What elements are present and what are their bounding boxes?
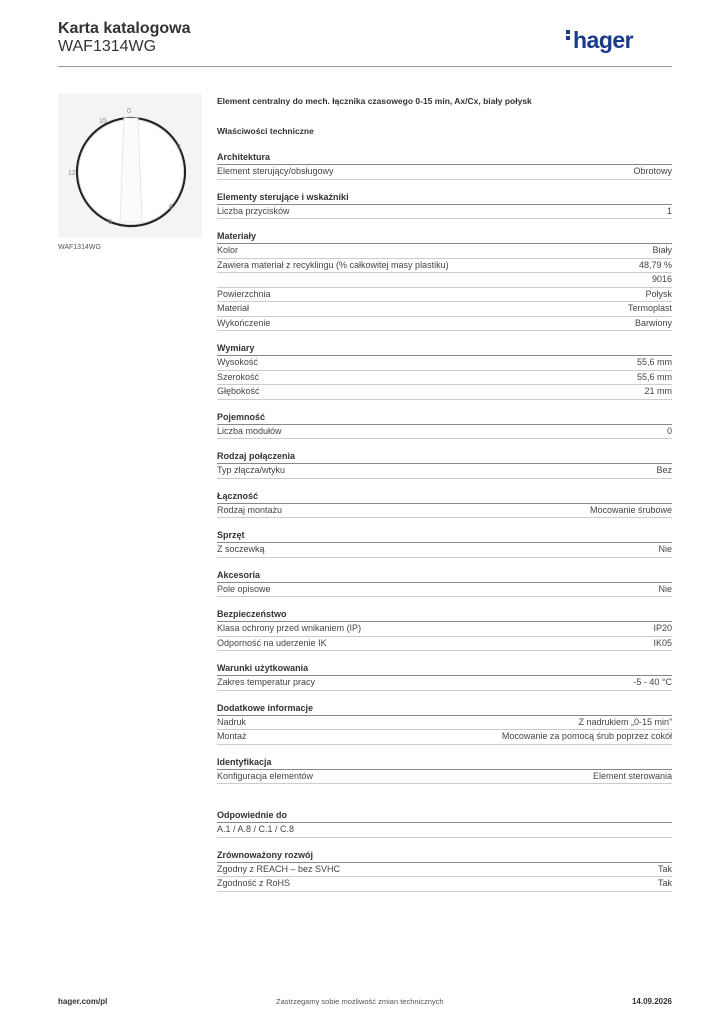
section-title: Architektura bbox=[217, 151, 672, 165]
spec-value: Mocowanie śrubowe bbox=[589, 504, 672, 515]
spec-label: Nadruk bbox=[217, 716, 247, 727]
section-odpowiednie-do bbox=[217, 809, 672, 838]
spec-value: Obrotowy bbox=[633, 166, 672, 176]
spec-label: Zgodny z REACH – bez SVHC bbox=[217, 863, 341, 874]
section-title: Warunki użytkowania bbox=[217, 662, 672, 676]
spec-row bbox=[217, 205, 672, 220]
spec-row bbox=[217, 317, 672, 332]
section-architektura bbox=[217, 151, 672, 180]
spec-label: Element sterujący/obsługowy bbox=[217, 166, 334, 176]
spec-label: Powierzchnia bbox=[217, 288, 271, 299]
spec-row bbox=[217, 543, 672, 558]
section-akcesoria bbox=[217, 569, 672, 598]
dial-label-9: 9 bbox=[108, 219, 112, 226]
spec-value: Bez bbox=[656, 465, 672, 475]
section-zrownowazony-rozwoj bbox=[217, 849, 672, 892]
section-title: Wymiary bbox=[217, 342, 672, 356]
spec-row bbox=[217, 770, 672, 785]
spec-label: Odporność na uderzenie IK bbox=[217, 637, 327, 648]
section-pojemnosc bbox=[217, 411, 672, 440]
spec-label: Liczba przycisków bbox=[217, 205, 290, 216]
dial-label-6: 6 bbox=[169, 204, 173, 211]
section-title: Bezpieczeństwo bbox=[217, 608, 672, 622]
section-title: Sprzęt bbox=[217, 529, 672, 543]
dial-label-15: 15 bbox=[99, 118, 107, 125]
spec-row bbox=[217, 823, 672, 838]
section-title: Zrównoważony rozwój bbox=[217, 849, 672, 863]
timer-dial-icon bbox=[58, 94, 202, 238]
spec-value: 55,6 mm bbox=[636, 371, 672, 382]
spec-label: Głębokość bbox=[217, 386, 260, 396]
spec-label: Z soczewką bbox=[217, 544, 265, 554]
hager-logo bbox=[566, 27, 633, 54]
section-dodatkowe-informacje bbox=[217, 702, 672, 745]
spec-value: -5 - 40 °C bbox=[633, 677, 672, 687]
spec-value: Nie bbox=[658, 544, 672, 554]
spec-row bbox=[217, 425, 672, 440]
section-title: Łączność bbox=[217, 490, 672, 504]
spec-row bbox=[217, 622, 672, 637]
spec-value: 48,79 % bbox=[638, 259, 672, 270]
logo-text: hager bbox=[573, 27, 634, 53]
section-warunki-uzytkowania bbox=[217, 662, 672, 691]
spec-row bbox=[217, 730, 672, 745]
header-divider bbox=[58, 66, 672, 67]
spec-label: Wysokość bbox=[217, 357, 258, 367]
section-rodzaj-polaczenia bbox=[217, 450, 672, 479]
logo-dots-icon bbox=[566, 30, 571, 42]
spec-row bbox=[217, 676, 672, 691]
section-title: Materiały bbox=[217, 230, 672, 244]
section-title: Akcesoria bbox=[217, 569, 672, 583]
spec-value: Element sterowania bbox=[592, 770, 672, 781]
image-caption: WAF1314WG bbox=[58, 244, 101, 251]
spec-row bbox=[217, 244, 672, 259]
spec-value: Połysk bbox=[645, 288, 672, 299]
spec-label: Materiał bbox=[217, 303, 250, 313]
spec-row bbox=[217, 165, 672, 180]
section-sprzet bbox=[217, 529, 672, 558]
spec-label: Wykończenie bbox=[217, 317, 271, 328]
spec-row bbox=[217, 385, 672, 400]
spec-label: Liczba modułów bbox=[217, 425, 282, 436]
section-bezpieczenstwo bbox=[217, 608, 672, 651]
dial-label-0: 0 bbox=[127, 108, 131, 115]
spec-value: 55,6 mm bbox=[636, 357, 672, 367]
spec-label: Klasa ochrony przed wnikaniem (IP) bbox=[217, 623, 362, 633]
spec-row bbox=[217, 371, 672, 386]
spec-label: Zakres temperatur pracy bbox=[217, 677, 316, 687]
section-title: Identyfikacja bbox=[217, 756, 672, 770]
footer-website-link[interactable]: hager.com/pl bbox=[58, 997, 108, 1006]
spec-row bbox=[217, 583, 672, 598]
spec-row bbox=[217, 302, 672, 317]
spec-row bbox=[217, 259, 672, 274]
spec-value: Mocowanie za pomocą śrub poprzez cokół bbox=[501, 731, 672, 741]
section-title: Pojemność bbox=[217, 411, 672, 425]
section-lacznosc bbox=[217, 490, 672, 519]
tech-heading: Właściwości techniczne bbox=[217, 126, 314, 136]
product-image bbox=[58, 94, 202, 238]
section-materialy bbox=[217, 230, 672, 331]
spec-value: Biały bbox=[652, 245, 672, 255]
spec-row bbox=[217, 877, 672, 892]
spec-value: Termoplast bbox=[627, 303, 672, 313]
spec-value: 9016 bbox=[651, 274, 672, 284]
dial-label-3: 3 bbox=[177, 144, 181, 151]
product-code: WAF1314WG bbox=[58, 38, 157, 55]
spec-row bbox=[217, 504, 672, 519]
spec-label: Rodzaj montażu bbox=[217, 504, 283, 515]
spec-label: Kolor bbox=[217, 245, 239, 255]
spec-value: 0 bbox=[666, 425, 672, 436]
dial-label-12: 12 bbox=[68, 170, 76, 177]
footer-notice: Zastrzegamy sobie możliwość zmian technicznych bbox=[276, 997, 444, 1006]
spec-value: IK05 bbox=[653, 637, 672, 648]
spec-row bbox=[217, 356, 672, 371]
section-title: Rodzaj połączenia bbox=[217, 450, 672, 464]
section-title: Odpowiednie do bbox=[217, 809, 672, 823]
spec-label: A.1 / A.8 / C.1 / C.8 bbox=[217, 824, 295, 834]
spec-row bbox=[217, 464, 672, 479]
spec-row bbox=[217, 716, 672, 731]
spec-row bbox=[217, 273, 672, 288]
product-description: Element centralny do mech. łącznika czasowego 0-15 min, Ax/Cx, biały połysk bbox=[217, 96, 532, 106]
spec-value: Tak bbox=[657, 878, 672, 888]
spec-value: Z nadrukiem „0-15 min” bbox=[578, 716, 672, 727]
spec-label: Typ złącza/wtyku bbox=[217, 465, 286, 475]
spec-row bbox=[217, 863, 672, 878]
section-wymiary bbox=[217, 342, 672, 400]
section-identyfikacja bbox=[217, 756, 672, 785]
spec-label: Szerokość bbox=[217, 371, 260, 382]
spec-label: Zgodność z RoHS bbox=[217, 878, 291, 888]
spec-label: Zawiera materiał z recyklingu (% całkowitej masy plastiku) bbox=[217, 259, 449, 270]
spec-label: Pole opisowe bbox=[217, 583, 271, 594]
spec-content bbox=[217, 96, 672, 903]
spec-value: Nie bbox=[658, 583, 672, 594]
spec-row bbox=[217, 288, 672, 303]
spec-label: Montaż bbox=[217, 731, 247, 741]
section-title: Elementy sterujące i wskaźniki bbox=[217, 191, 672, 205]
spec-value: Tak bbox=[657, 863, 672, 874]
spec-value: 21 mm bbox=[644, 386, 672, 396]
section-elementy-sterujace bbox=[217, 191, 672, 220]
spec-value: IP20 bbox=[653, 623, 672, 633]
spec-label: Konfiguracja elementów bbox=[217, 770, 314, 781]
spec-value: Barwiony bbox=[634, 317, 672, 328]
footer-date: 14.09.2026 bbox=[631, 997, 672, 1006]
spec-row bbox=[217, 637, 672, 652]
page-title: Karta katalogowa bbox=[58, 20, 191, 37]
spec-value: 1 bbox=[666, 205, 672, 216]
section-title: Dodatkowe informacje bbox=[217, 702, 672, 716]
